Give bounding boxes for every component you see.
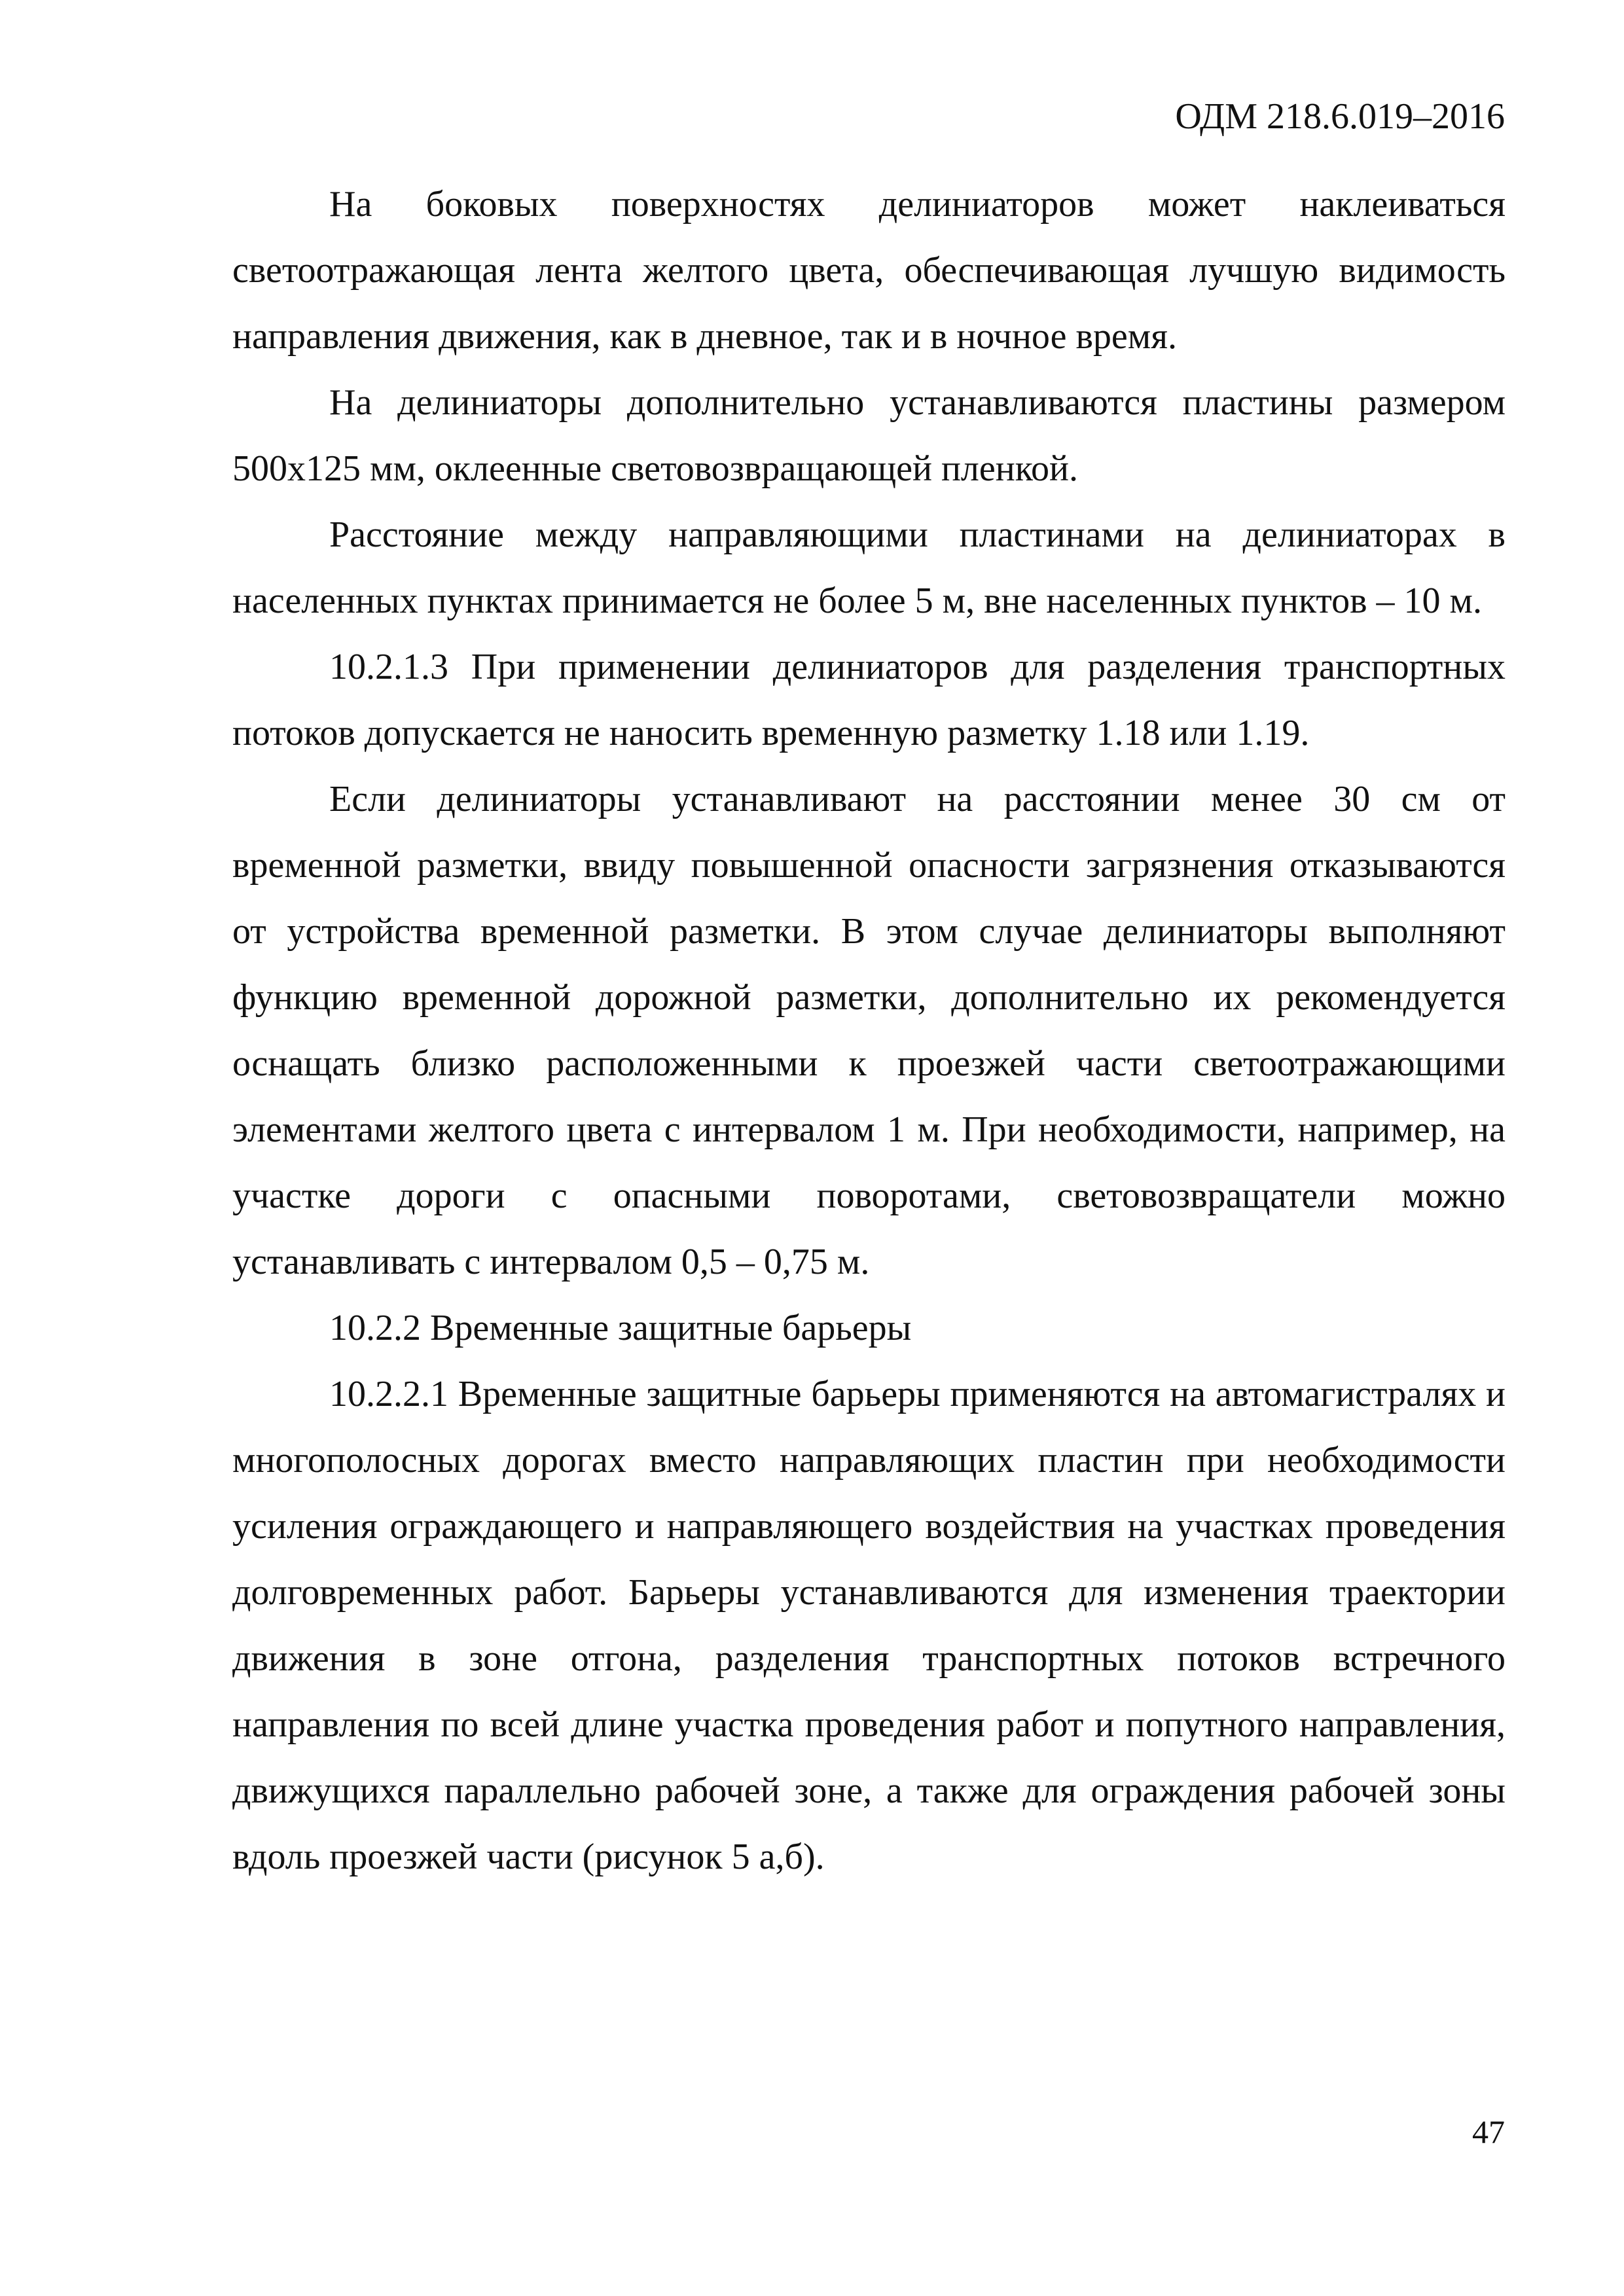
paragraph-plates-distance: Расстояние между направляющими пластинами на делиниаторах в населенных пунктах принимается не более 5 м, вне населенных пунктов – 10 м. (232, 514, 1506, 621)
paragraph-delineators-30cm: Если делиниаторы устанавливают на расстоянии менее 30 см от временной разметки, ввиду повышенной опасности загрязнения отказываются от устройства временной разметки. В этом случае делиниаторы выполняют функцию временной дорожной разметки, дополнительно их рекомендуется оснащать близко расположенными к проезжей части светоотражающими элементами желтого цвета с интервалом 1 м. При необходимости, например, на участке дороги с опасными поворотами, световозвращатели можно устанавливать с интервалом 0,5 – 0,75 м. (232, 779, 1506, 1282)
paragraph-10-2-2-1: 10.2.2.1 Временные защитные барьеры применяются на автомагистралях и многополосных дорогах вместо направляющих пластин при необходимости усиления ограждающего и направляющего воздействия на участках проведения долговременных работ. Барьеры устанавливаются для изменения траектории движения в зоне отгона, разделения транспортных потоков встречного направления по всей длине участка проведения работ и попутного направления, движущихся параллельно рабочей зоне, а также для ограждения рабочей зоны вдоль проезжей части (рисунок 5 а,б). (232, 1374, 1506, 1877)
document-body (232, 171, 1506, 1890)
paragraph-10-2-1-3: 10.2.1.3 При применении делиниаторов для разделения транспортных потоков допускается не наносить временную разметку 1.18 или 1.19. (232, 647, 1506, 753)
paragraph-plates-size: На делиниаторы дополнительно устанавливаются пластины размером 500х125 мм, оклеенные световозвращающей пленкой. (232, 382, 1506, 489)
page-number: 47 (1472, 2113, 1505, 2150)
document-code-header: ОДМ 218.6.019–2016 (1175, 96, 1505, 137)
paragraph-side-surfaces-tape: На боковых поверхностях делиниаторов может наклеиваться светоотражающая лента желтого цвета, обеспечивающая лучшую видимость направления движения, как в дневное, так и в ночное время. (232, 184, 1506, 357)
section-heading-10-2-2: 10.2.2 Временные защитные барьеры (329, 1308, 912, 1348)
